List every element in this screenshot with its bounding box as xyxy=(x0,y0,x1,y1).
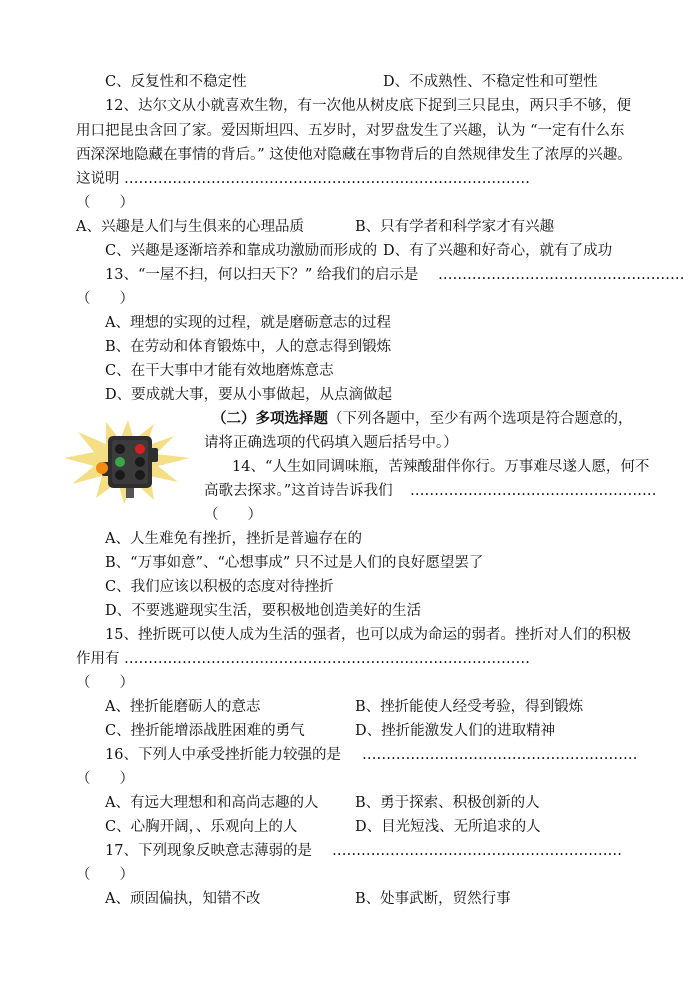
q17-option-a: A、顽固偏执，知错不改 xyxy=(105,891,261,907)
q16-option-c: C、心胸开阔，、乐观向上的人 xyxy=(105,819,298,835)
q12-option-b: B、只有学者和科学家才有兴趣 xyxy=(355,219,555,235)
q11-option-c: C、反复性和不稳定性 xyxy=(105,74,247,90)
q12-stem-line4: 这说明 xyxy=(76,171,120,187)
q16-stem: 16、下列人中承受挫折能力较强的是 xyxy=(105,747,341,763)
q14-option-c: C、我们应该以积极的态度对待挫折 xyxy=(105,579,334,595)
q12-option-a: A、兴趣是人们与生俱来的心理品质 xyxy=(76,219,304,235)
q15-option-a: A、挫折能磨砺人的意志 xyxy=(105,699,261,715)
section2-heading xyxy=(212,409,633,429)
q14-option-d: D、不要逃避现实生活，要积极地创造美好的生活 xyxy=(105,603,422,619)
q17-stem: 17、下列现象反映意志薄弱的是 xyxy=(105,843,312,859)
q14-answer-paren: （ ） xyxy=(204,507,262,523)
q15-stem-line2: 作用有 xyxy=(76,651,120,667)
q12-dot-leader: ………………………………………………………………………… xyxy=(124,171,530,187)
q14-option-b: B、“万事如意”、“心想事成” 只不过是人们的良好愿望罢了 xyxy=(105,555,484,571)
q16-option-d: D、目光短浅、无所追求的人 xyxy=(355,819,541,835)
q11-option-d: D、不成熟性、不稳定性和可塑性 xyxy=(383,74,598,90)
q16-option-a: A、有远大理想和和高尚志趣的人 xyxy=(105,795,319,811)
q15-stem-line1: 15、挫折既可以使人成为生活的强者，也可以成为命运的弱者。挫折对人们的积极 xyxy=(105,627,631,643)
section2-title: （二）多项选择题 xyxy=(212,410,328,427)
q16-dot-leader: ………………………………………………… xyxy=(362,747,638,763)
q17-answer-paren: （ ） xyxy=(76,867,134,883)
section2-instructions: （下列各题中，至少有两个选项是符合题意的， xyxy=(328,411,633,427)
q13-stem: 13、“一屋不扫，何以扫天下？” 给我们的启示是 xyxy=(105,267,419,283)
q17-option-b: B、处事武断，贸然行事 xyxy=(355,891,511,907)
traffic-light-icon xyxy=(62,418,194,504)
q15-dot-leader: ………………………………………………………………………… xyxy=(124,651,530,667)
q13-option-b: B、在劳动和体育锻炼中，人的意志得到锻炼 xyxy=(105,339,392,355)
q13-answer-paren: （ ） xyxy=(76,291,134,307)
q14-stem-line2: 高歌去探求。”这首诗告诉我们 xyxy=(204,483,393,499)
section2-instructions-line2: 请将正确选项的代码填入题后括号中。） xyxy=(204,435,458,451)
q12-stem-line2: 用口把昆虫含回了家。爱因斯坦四、五岁时，对罗盘发生了兴趣，认为 “一定有什么东 xyxy=(76,123,625,139)
q14-option-a: A、人生难免有挫折，挫折是普遍存在的 xyxy=(105,531,362,547)
q13-option-a: A、理想的实现的过程，就是磨砺意志的过程 xyxy=(105,315,391,331)
q16-option-b: B、勇于探索、积极创新的人 xyxy=(355,795,540,811)
q12-option-c: C、兴趣是逐渐培养和靠成功激励而形成的 xyxy=(105,243,378,259)
q12-option-d: D、有了兴趣和好奇心，就有了成功 xyxy=(383,243,613,259)
q14-stem-line1: 14、“人生如同调味瓶，苦辣酸甜伴你行。万事难尽遂人愿，何不 xyxy=(232,459,650,475)
q12-stem-line3: 西深深地隐藏在事情的背后。” 这使他对隐藏在事物背后的自然规律发生了浓厚的兴趣。 xyxy=(76,147,632,163)
q15-option-b: B、挫折能使人经受考验，得到锻炼 xyxy=(355,699,584,715)
q17-dot-leader: …………………………………………………… xyxy=(332,843,622,859)
q15-answer-paren: （ ） xyxy=(76,675,134,691)
q14-dot-leader: …………………………………………… xyxy=(410,483,657,499)
q13-option-d: D、要成就大事，要从小事做起，从点滴做起 xyxy=(105,387,393,403)
q13-option-c: C、在干大事中才能有效地磨炼意志 xyxy=(105,363,334,379)
q13-dot-leader: …………………………………………… xyxy=(438,267,685,283)
q15-option-c: C、挫折能增添战胜困难的勇气 xyxy=(105,723,305,739)
q15-option-d: D、挫折能激发人们的进取精神 xyxy=(355,723,556,739)
q16-answer-paren: （ ） xyxy=(76,771,134,787)
q12-answer-paren: （ ） xyxy=(76,195,134,211)
q12-stem-line1: 12、达尔文从小就喜欢生物，有一次他从树皮底下捉到三只昆虫，两只手不够，便 xyxy=(105,98,631,114)
